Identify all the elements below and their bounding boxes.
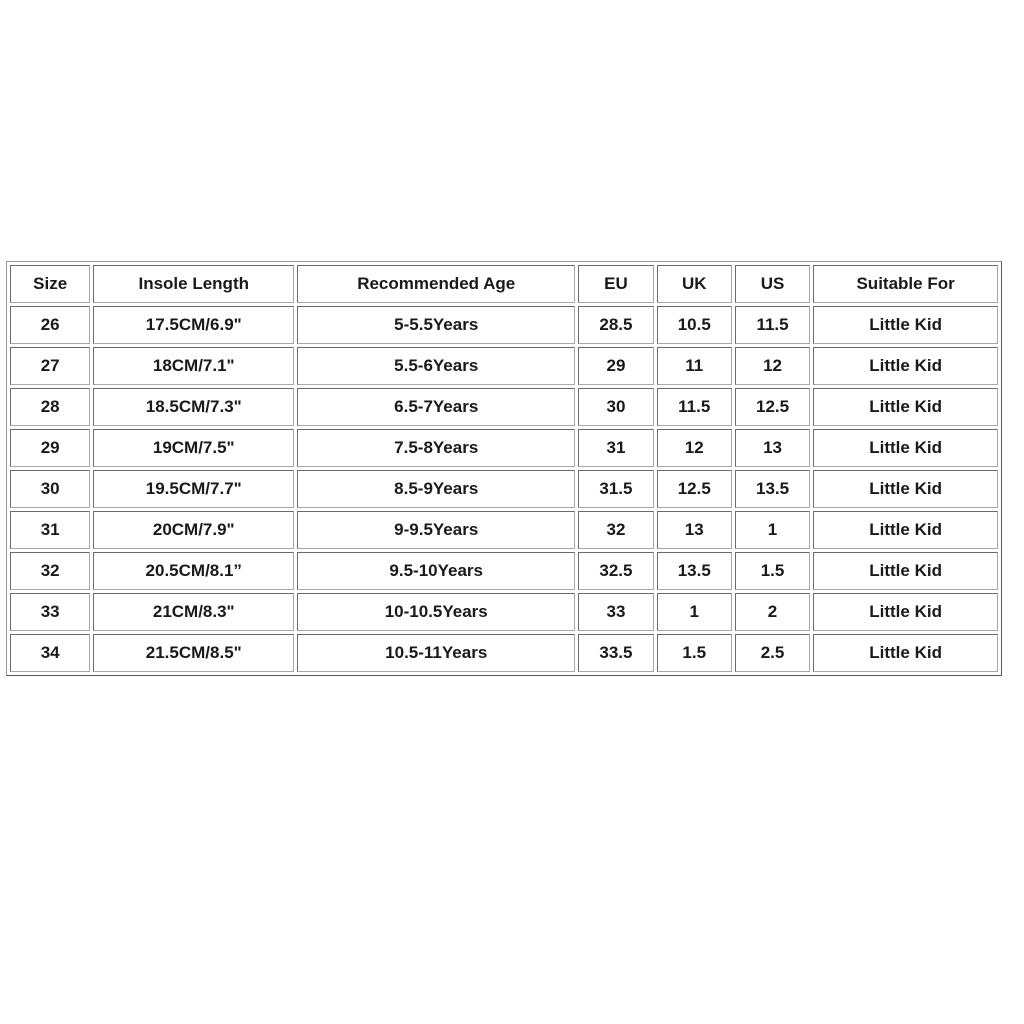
cell-us: 13	[735, 429, 810, 467]
cell-suitable-for: Little Kid	[813, 470, 998, 508]
cell-insole-length: 18CM/7.1"	[93, 347, 294, 385]
header-uk: UK	[657, 265, 732, 303]
cell-size: 32	[10, 552, 90, 590]
table-row	[10, 593, 998, 631]
cell-size: 29	[10, 429, 90, 467]
cell-uk: 13.5	[657, 552, 732, 590]
cell-size: 31	[10, 511, 90, 549]
cell-recommended-age: 10.5-11Years	[297, 634, 575, 672]
header-recommended-age: Recommended Age	[297, 265, 575, 303]
cell-insole-length: 19CM/7.5"	[93, 429, 294, 467]
cell-suitable-for: Little Kid	[813, 347, 998, 385]
header-suitable-for: Suitable For	[813, 265, 998, 303]
cell-uk: 10.5	[657, 306, 732, 344]
cell-us: 11.5	[735, 306, 810, 344]
cell-recommended-age: 9-9.5Years	[297, 511, 575, 549]
cell-eu: 32.5	[578, 552, 653, 590]
table-row	[10, 470, 998, 508]
cell-size: 30	[10, 470, 90, 508]
cell-insole-length: 18.5CM/7.3"	[93, 388, 294, 426]
table-row	[10, 347, 998, 385]
cell-eu: 32	[578, 511, 653, 549]
cell-size: 28	[10, 388, 90, 426]
table-row	[10, 306, 998, 344]
header-insole-length: Insole Length	[93, 265, 294, 303]
cell-recommended-age: 6.5-7Years	[297, 388, 575, 426]
table-row	[10, 388, 998, 426]
cell-eu: 28.5	[578, 306, 653, 344]
cell-insole-length: 17.5CM/6.9"	[93, 306, 294, 344]
cell-size: 27	[10, 347, 90, 385]
cell-eu: 33	[578, 593, 653, 631]
table-row	[10, 552, 998, 590]
cell-suitable-for: Little Kid	[813, 306, 998, 344]
cell-recommended-age: 9.5-10Years	[297, 552, 575, 590]
cell-suitable-for: Little Kid	[813, 593, 998, 631]
cell-uk: 11	[657, 347, 732, 385]
cell-size: 33	[10, 593, 90, 631]
header-eu: EU	[578, 265, 653, 303]
cell-insole-length: 21.5CM/8.5"	[93, 634, 294, 672]
cell-recommended-age: 5-5.5Years	[297, 306, 575, 344]
cell-us: 2	[735, 593, 810, 631]
cell-insole-length: 20.5CM/8.1”	[93, 552, 294, 590]
cell-uk: 1.5	[657, 634, 732, 672]
cell-uk: 12.5	[657, 470, 732, 508]
cell-uk: 13	[657, 511, 732, 549]
table-row	[10, 429, 998, 467]
cell-us: 13.5	[735, 470, 810, 508]
header-size: Size	[10, 265, 90, 303]
table-row	[10, 634, 998, 672]
cell-eu: 31.5	[578, 470, 653, 508]
cell-eu: 30	[578, 388, 653, 426]
cell-us: 1.5	[735, 552, 810, 590]
header-us: US	[735, 265, 810, 303]
cell-recommended-age: 8.5-9Years	[297, 470, 575, 508]
cell-recommended-age: 10-10.5Years	[297, 593, 575, 631]
cell-suitable-for: Little Kid	[813, 429, 998, 467]
cell-suitable-for: Little Kid	[813, 552, 998, 590]
cell-recommended-age: 7.5-8Years	[297, 429, 575, 467]
table-row	[10, 511, 998, 549]
cell-eu: 29	[578, 347, 653, 385]
cell-size: 26	[10, 306, 90, 344]
cell-us: 2.5	[735, 634, 810, 672]
cell-uk: 1	[657, 593, 732, 631]
cell-uk: 12	[657, 429, 732, 467]
cell-suitable-for: Little Kid	[813, 388, 998, 426]
cell-suitable-for: Little Kid	[813, 511, 998, 549]
cell-eu: 31	[578, 429, 653, 467]
cell-eu: 33.5	[578, 634, 653, 672]
table-header-row	[10, 265, 998, 303]
cell-us: 12.5	[735, 388, 810, 426]
cell-us: 12	[735, 347, 810, 385]
size-chart-table	[6, 261, 1002, 676]
cell-suitable-for: Little Kid	[813, 634, 998, 672]
cell-size: 34	[10, 634, 90, 672]
cell-uk: 11.5	[657, 388, 732, 426]
cell-insole-length: 21CM/8.3"	[93, 593, 294, 631]
cell-insole-length: 20CM/7.9"	[93, 511, 294, 549]
cell-recommended-age: 5.5-6Years	[297, 347, 575, 385]
cell-us: 1	[735, 511, 810, 549]
cell-insole-length: 19.5CM/7.7"	[93, 470, 294, 508]
